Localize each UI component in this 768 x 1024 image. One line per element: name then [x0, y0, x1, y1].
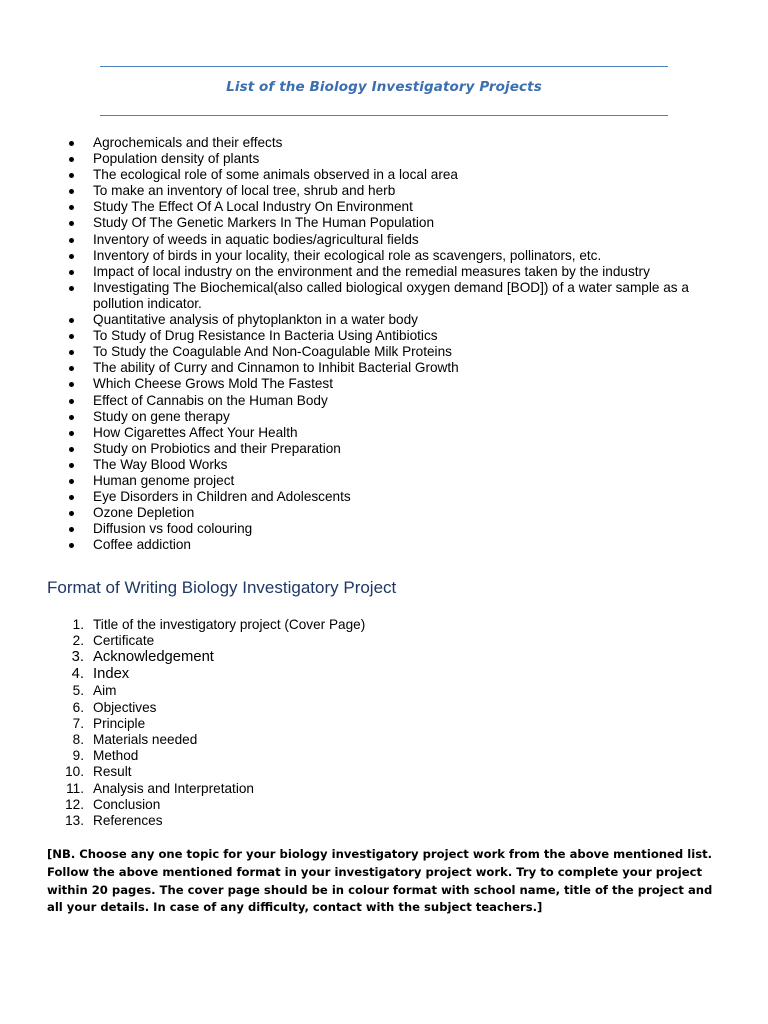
- topic-item: [0, 537, 768, 553]
- bullet-icon: [69, 270, 74, 275]
- topic-text: The ecological role of some animals observed in a local area: [93, 167, 458, 183]
- instruction-note: [NB. Choose any one topic for your biology investigatory project work from the above mentioned list. Follow the above mentioned format in your investigatory project work. Try to complete your project within 20 pages. The cover page should be in colour format with school name, title of the project and all your details. In case of any difficulty, contact with the subject teachers.]: [47, 847, 713, 915]
- bullet-icon: [69, 382, 74, 387]
- topic-text: The ability of Curry and Cinnamon to Inhibit Bacterial Growth: [93, 360, 459, 376]
- format-item: [0, 813, 768, 829]
- bullet-icon: [69, 543, 74, 548]
- topic-text: Inventory of birds in your locality, their ecological role as scavengers, pollinators, etc.: [93, 247, 602, 263]
- format-item: [0, 700, 768, 716]
- bullet-icon: [69, 415, 74, 420]
- topic-item: [0, 232, 768, 248]
- topic-text: Study on Probiotics and their Preparation: [93, 440, 341, 456]
- format-item: [0, 732, 768, 748]
- bullet-icon: [69, 350, 74, 355]
- topic-item: [0, 264, 768, 280]
- topic-item: [0, 183, 768, 199]
- format-item: [0, 633, 768, 649]
- topic-item: [0, 521, 768, 537]
- format-list: [0, 617, 768, 829]
- topic-item: [0, 344, 768, 360]
- bullet-icon: [69, 221, 74, 226]
- topic-item: [0, 135, 768, 151]
- format-item-text: Acknowledgement: [93, 649, 214, 666]
- topic-text: Which Cheese Grows Mold The Fastest: [93, 376, 333, 392]
- topic-item: [0, 409, 768, 425]
- bullet-icon: [69, 366, 74, 371]
- format-item: [0, 666, 768, 683]
- bullet-icon: [69, 399, 74, 404]
- topic-text: To make an inventory of local tree, shrub and herb: [93, 183, 396, 199]
- format-item-text: Certificate: [93, 633, 155, 649]
- project-topic-list: [0, 135, 768, 553]
- topic-item: [0, 151, 768, 167]
- topic-item: [0, 473, 768, 489]
- format-item: [0, 617, 768, 633]
- topic-item: [0, 248, 768, 264]
- format-item-number: 9.: [72, 748, 84, 764]
- topic-text: Diffusion vs food colouring: [93, 521, 253, 537]
- topic-text: Study The Effect Of A Local Industry On Environment: [93, 199, 413, 215]
- topic-item: [0, 280, 768, 312]
- format-heading: Format of Writing Biology Investigatory Project: [47, 578, 397, 597]
- format-item-number: 11.: [66, 780, 84, 796]
- topic-text: Ozone Depletion: [93, 505, 195, 521]
- format-item-number: 13.: [65, 812, 84, 828]
- format-item: [0, 649, 768, 666]
- topic-text: Impact of local industry on the environment and the remedial measures taken by the industry: [93, 263, 650, 279]
- format-item-text: Analysis and Interpretation: [93, 780, 254, 796]
- format-item-text: Aim: [93, 683, 117, 699]
- format-item: [0, 764, 768, 780]
- format-item-number: 4.: [71, 666, 84, 683]
- topic-item: [0, 360, 768, 376]
- topic-text: Agrochemicals and their effects: [93, 135, 283, 150]
- bullet-icon: [69, 431, 74, 436]
- topic-text: Eye Disorders in Children and Adolescents: [93, 489, 351, 505]
- format-item: [0, 781, 768, 797]
- topic-item: [0, 215, 768, 231]
- topic-text: Investigating The Biochemical(also called biological oxygen demand [BOD]) of a water sample as a pollution indicator.: [93, 279, 689, 311]
- topic-text: Study on gene therapy: [93, 408, 230, 424]
- format-item-text: Index: [93, 666, 130, 683]
- format-item: [0, 716, 768, 732]
- bullet-icon: [69, 141, 74, 146]
- format-item-number: 8.: [72, 731, 84, 747]
- topic-item: [0, 457, 768, 473]
- format-item: [0, 683, 768, 699]
- format-item-number: 3.: [71, 649, 84, 666]
- topic-item: [0, 441, 768, 457]
- topic-text: Effect of Cannabis on the Human Body: [93, 392, 328, 408]
- format-item-number: 5.: [72, 683, 84, 699]
- bullet-icon: [69, 479, 74, 484]
- format-item-text: Result: [93, 764, 132, 780]
- topic-text: Study Of The Genetic Markers In The Human Population: [93, 215, 435, 231]
- format-item-number: 7.: [72, 715, 84, 731]
- title-block: [100, 66, 668, 116]
- format-item-number: 10.: [65, 764, 84, 780]
- topic-item: [0, 393, 768, 409]
- format-item-text: Conclusion: [93, 796, 161, 812]
- bullet-icon: [69, 511, 74, 516]
- format-item-number: 6.: [72, 699, 84, 715]
- topic-item: [0, 312, 768, 328]
- format-item-text: Objectives: [93, 699, 157, 715]
- topic-item: [0, 505, 768, 521]
- format-item: [0, 748, 768, 764]
- format-item-number: 12.: [65, 796, 84, 812]
- bullet-icon: [69, 527, 74, 532]
- format-item-text: Materials needed: [93, 731, 198, 747]
- bullet-icon: [69, 286, 74, 291]
- format-item: [0, 797, 768, 813]
- topic-text: To Study the Coagulable And Non-Coagulable Milk Proteins: [93, 344, 452, 360]
- bullet-icon: [69, 463, 74, 468]
- topic-item: [0, 167, 768, 183]
- topic-text: Human genome project: [93, 472, 235, 488]
- format-item-text: Principle: [93, 715, 146, 731]
- format-item-text: Title of the investigatory project (Cover Page): [93, 617, 366, 632]
- bullet-icon: [69, 495, 74, 500]
- bullet-icon: [69, 157, 74, 162]
- topic-item: [0, 199, 768, 215]
- topic-item: [0, 425, 768, 441]
- bullet-icon: [69, 205, 74, 210]
- topic-text: How Cigarettes Affect Your Health: [93, 424, 298, 440]
- format-item-text: References: [93, 812, 163, 828]
- bullet-icon: [69, 189, 74, 194]
- format-item-text: Method: [93, 748, 139, 764]
- topic-text: To Study of Drug Resistance In Bacteria Using Antibiotics: [93, 328, 438, 344]
- bullet-icon: [69, 447, 74, 452]
- bullet-icon: [69, 173, 74, 178]
- format-item-number: 1.: [72, 617, 84, 632]
- document-title: List of the Biology Investigatory Projects: [226, 79, 542, 95]
- topic-item: [0, 328, 768, 344]
- format-item-number: 2.: [72, 633, 84, 649]
- topic-text: Inventory of weeds in aquatic bodies/agricultural fields: [93, 231, 419, 247]
- bullet-icon: [69, 238, 74, 243]
- bullet-icon: [69, 318, 74, 323]
- topic-item: [0, 489, 768, 505]
- topic-text: Population density of plants: [93, 151, 260, 167]
- bullet-icon: [69, 254, 74, 259]
- bullet-icon: [69, 334, 74, 339]
- topic-text: The Way Blood Works: [93, 456, 228, 472]
- topic-item: [0, 376, 768, 392]
- topic-text: Coffee addiction: [93, 537, 191, 553]
- topic-text: Quantitative analysis of phytoplankton in a water body: [93, 312, 418, 328]
